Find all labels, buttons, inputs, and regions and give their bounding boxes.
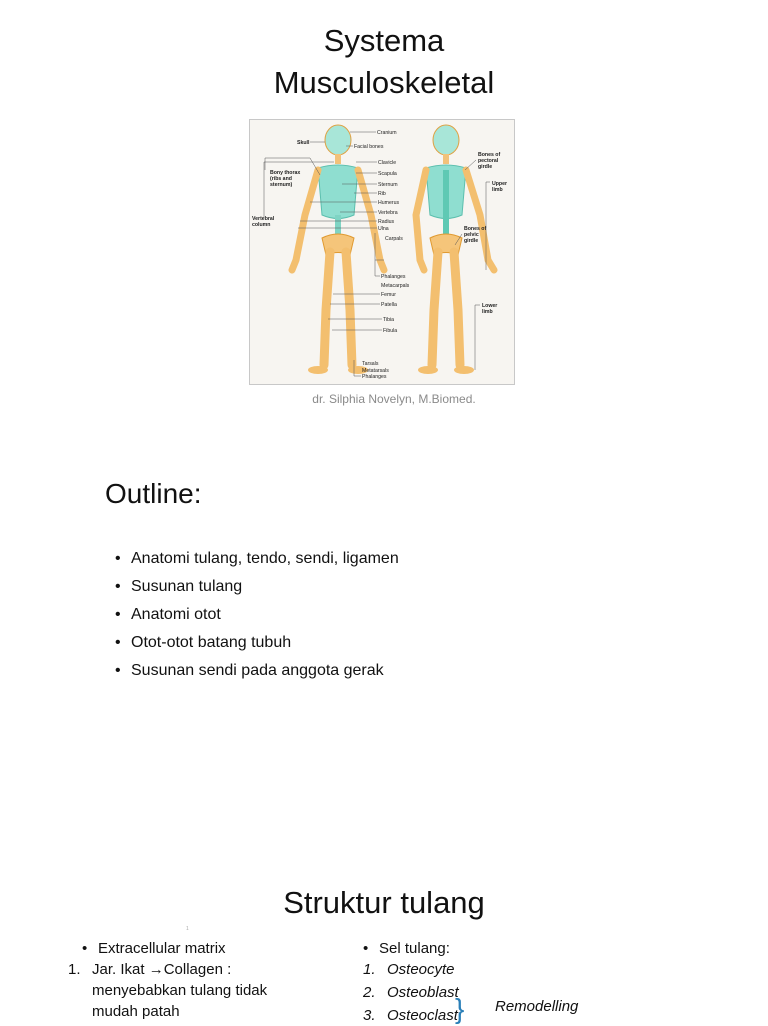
label-femur: Femur: [381, 292, 396, 298]
skeleton-illustration: [250, 120, 514, 384]
struktur-title: Struktur tulang: [283, 885, 485, 920]
outline-item-text: Otot-otot batang tubuh: [131, 634, 292, 651]
label-bony-thorax: Bony thorax: [270, 170, 301, 176]
item-line-2: menyebabkan tulang tidak: [92, 982, 268, 999]
outline-title: Outline:: [105, 478, 202, 509]
skeleton-figure: [249, 119, 515, 385]
label-humerus: Humerus: [378, 200, 400, 206]
outline-item: [115, 573, 399, 601]
label-ribs-and: (ribs and: [270, 176, 292, 182]
curly-brace-icon: }: [455, 993, 465, 1024]
bullet: •: [115, 578, 121, 595]
outline-item: [115, 545, 399, 573]
label-cranium: Cranium: [377, 130, 397, 136]
outline-item-text: Anatomi otot: [131, 606, 221, 623]
label-girdle-1: girdle: [478, 164, 493, 170]
outline-item-text: Susunan sendi pada anggota gerak: [131, 662, 384, 679]
left-numbered-item: [68, 959, 322, 1022]
item-body: [92, 959, 267, 1022]
label-lower: Lower: [482, 303, 498, 309]
bullet: •: [115, 634, 121, 651]
label-column: column: [252, 222, 271, 228]
title-systema-musculoskeletal: [0, 20, 768, 104]
bullet: •: [82, 940, 88, 957]
cell-name: Osteocyte: [387, 961, 455, 978]
label-radius: Radius: [378, 219, 395, 225]
cell-name: Osteoclast: [387, 1007, 458, 1024]
label-upper: Upper: [492, 181, 507, 187]
outline-item: [115, 657, 399, 685]
label-limb-1: limb: [492, 187, 503, 193]
outline-item: [115, 601, 399, 629]
title-line-2: Musculoskeletal: [273, 65, 495, 100]
sel-tulang-label: Sel tulang:: [379, 940, 450, 957]
outline-item-text: Anatomi tulang, tendo, sendi, ligamen: [131, 550, 399, 567]
cell-item: [363, 982, 623, 1003]
title-line-1: Systema: [323, 23, 445, 58]
label-fibula: Fibula: [383, 328, 398, 334]
label-pelvic: pelvic: [464, 232, 479, 238]
label-vertebral: Vertebral: [252, 216, 275, 222]
outline-item-text: Susunan tulang: [131, 578, 243, 595]
label-sternum: Sternum: [378, 182, 398, 188]
extracellular-matrix-label: Extracellular matrix: [98, 940, 226, 957]
cell-item: [363, 1005, 623, 1026]
label-vertebra: Vertebra: [378, 210, 398, 216]
item-number: 3.: [363, 1007, 376, 1024]
author-credit: dr. Silphia Novelyn, M.Biomed.: [312, 392, 476, 406]
label-patella: Patella: [381, 302, 397, 308]
cell-name: Osteoblast: [387, 984, 459, 1001]
right-bullet-row: [363, 938, 623, 959]
label-skull: Skull: [297, 140, 310, 146]
remodelling-label: Remodelling: [495, 998, 579, 1015]
bullet: •: [115, 550, 121, 567]
extracellular-matrix-column: [68, 938, 322, 1022]
outline-item: [115, 629, 399, 657]
label-tibia: Tibia: [383, 317, 395, 323]
front-skeleton: [292, 125, 384, 374]
item-line-3: mudah patah: [92, 1003, 180, 1020]
jar-ikat-text: Jar. Ikat: [92, 961, 145, 978]
label-phalanges-foot: Phalanges: [362, 374, 387, 380]
item-number: 1.: [363, 961, 376, 978]
item-number: 2.: [363, 984, 376, 1001]
label-metacarpals: Metacarpals: [381, 283, 410, 289]
cell-item: [363, 959, 623, 980]
label-clavicle: Clavicle: [378, 160, 397, 166]
label-carpals: Carpals: [385, 236, 403, 242]
label-tarsals: Tarsals: [362, 361, 379, 367]
slide-mark: 1: [186, 926, 189, 932]
bullet: •: [115, 606, 121, 623]
bullet: •: [363, 940, 369, 957]
label-limb-2: limb: [482, 309, 493, 315]
label-facial-bones: Facial bones: [354, 144, 384, 150]
label-metatarsals: Metatarsals: [362, 368, 389, 374]
arrow-right-icon: →: [148, 961, 164, 978]
label-sternum-paren: sternum): [270, 182, 293, 188]
label-ulna: Ulna: [378, 226, 389, 232]
left-bullet-row: [82, 938, 322, 959]
label-scapula: Scapula: [378, 171, 397, 177]
sel-tulang-column: [363, 938, 623, 1026]
label-pectoral: pectoral: [478, 158, 499, 164]
label-bones-of-pelvic: Bones of: [464, 226, 487, 232]
label-girdle-2: girdle: [464, 238, 479, 244]
outline-list: [115, 545, 399, 685]
label-phalanges-hand: Phalanges: [381, 274, 406, 280]
label-bones-of-pectoral: Bones of: [478, 152, 501, 158]
label-rib: Rib: [378, 191, 386, 197]
collagen-text: Collagen :: [163, 961, 232, 978]
bullet: •: [115, 662, 121, 679]
item-number: 1.: [68, 961, 81, 978]
